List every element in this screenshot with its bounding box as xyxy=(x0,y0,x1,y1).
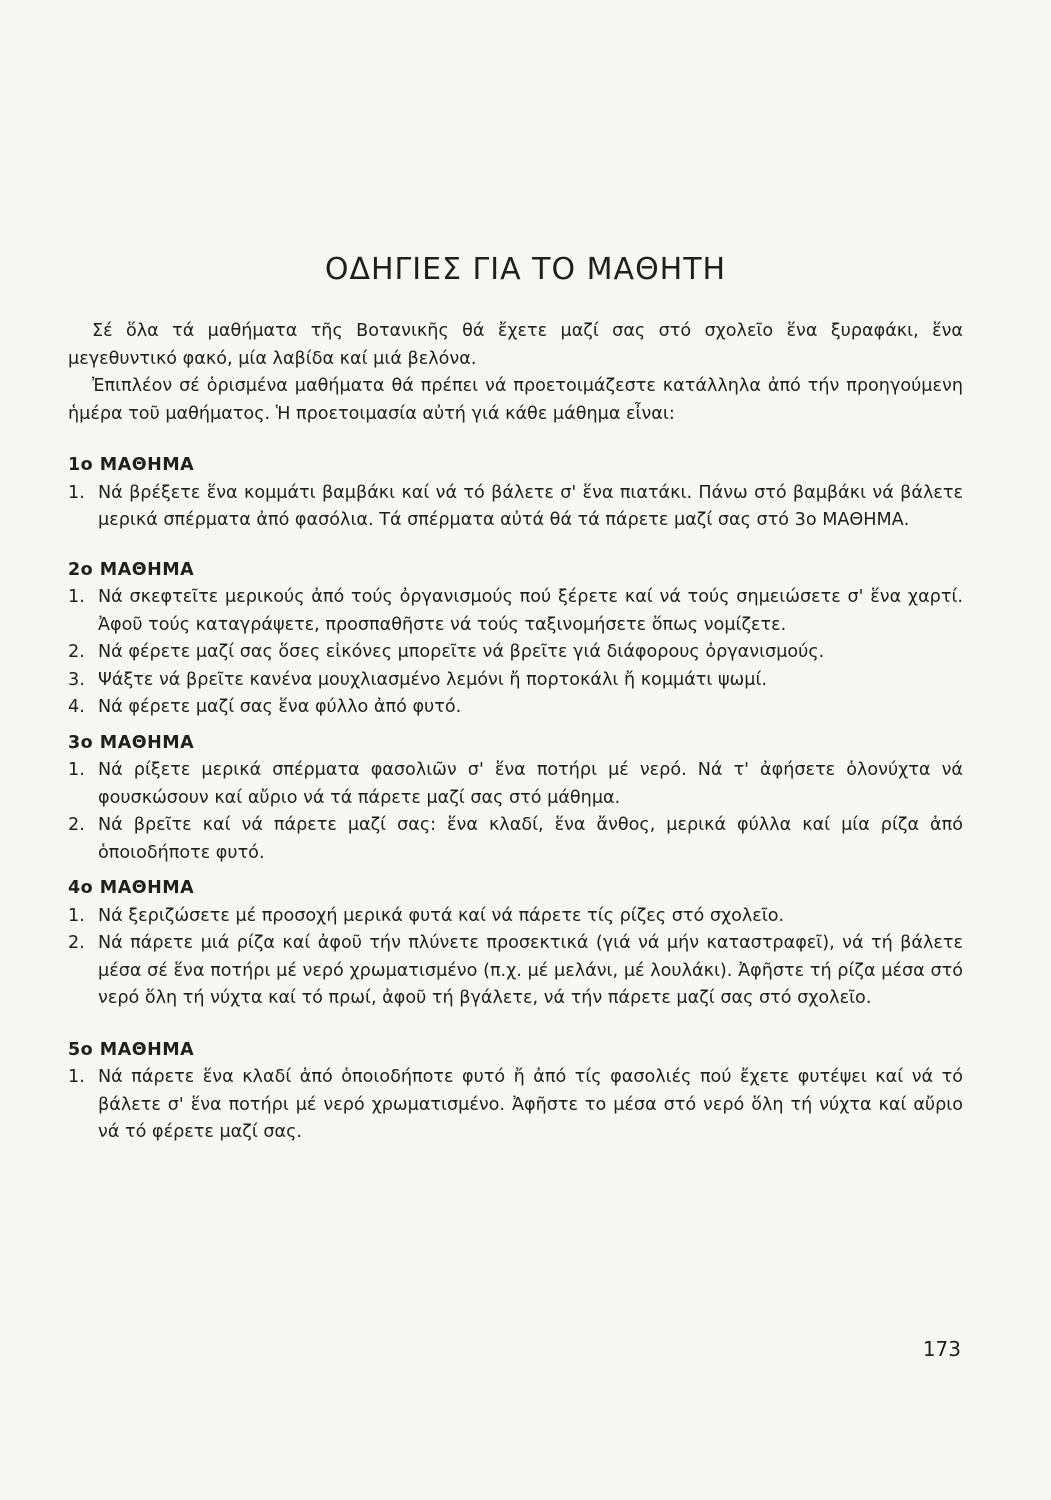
item-number: 1. xyxy=(68,1067,85,1087)
lesson-heading: 2ο ΜΑΘΗΜΑ xyxy=(68,559,195,580)
lesson-2-section xyxy=(68,557,963,722)
item-number: 1. xyxy=(68,760,85,780)
lesson-instructions-list xyxy=(68,903,963,1013)
item-text: Νά φέρετε μαζί σας ὅσες εἰκόνες μπορεῖτε νά βρεῖτε γιά διάφορους ὀργανισμούς. xyxy=(98,642,825,662)
item-number: 2. xyxy=(68,642,85,662)
item-text: Νά πάρετε ἕνα κλαδί ἀπό ὁποιοδήποτε φυτό ἤ ἀπό τίς φασολιές πού ἔχετε φυτέψει καί νά τό βάλετε σ' ἕνα ποτήρι μέ νερό χρωματισμένο. Ἀφῆστε το μέσα στό νερό ὅλη τή νύχτα καί αὔριο νά τό φέρετε μαζί σας. xyxy=(98,1067,963,1142)
lesson-heading: 3ο ΜΑΘΗΜΑ xyxy=(68,732,195,753)
item-number: 1. xyxy=(68,482,85,503)
lesson-instructions-list xyxy=(68,757,963,867)
item-number: 1. xyxy=(68,587,85,607)
item-number: 3. xyxy=(68,669,85,690)
lesson-instructions-list xyxy=(68,1064,963,1147)
item-text: Νά βρέξετε ἕνα κομμάτι βαμβάκι καί νά τό βάλετε σ' ἕνα πιατάκι. Πάνω στό βαμβάκι νά βάλετε μερικά σπέρματα ἀπό φασόλια. Τά σπέρματα αὐτά θά τά πάρετε μαζί σας στό 3ο ΜΑΘΗΜΑ. xyxy=(98,482,963,530)
item-number: 2. xyxy=(68,933,85,953)
lesson-heading: 5ο ΜΑΘΗΜΑ xyxy=(68,1039,195,1060)
list-item xyxy=(68,1064,963,1147)
list-item xyxy=(68,812,963,867)
page-number: 173 xyxy=(922,1337,961,1361)
list-item xyxy=(68,480,963,535)
intro-paragraph: Ἐπιπλέον σέ ὁρισμένα μαθήματα θά πρέπει νά προετοιμάζεστε κατάλληλα ἀπό τήν προηγούμενη ἡμέρα τοῦ μαθήματος. Ἡ προετοιμασία αὐτή γιά κάθε μάθημα εἶναι: xyxy=(68,376,963,424)
lesson-1-section xyxy=(68,452,963,535)
list-item xyxy=(68,757,963,812)
list-item xyxy=(68,584,963,639)
lesson-instructions-list xyxy=(68,480,963,535)
item-text: Νά πάρετε μιά ρίζα καί ἀφοῦ τήν πλύνετε προσεκτικά (γιά νά μήν καταστραφεῖ), νά τή βάλετε μέσα σέ ἕνα ποτήρι μέ νερό χρωματισμένο (π.χ. μέ μελάνι, μέ λουλάκι). Ἀφῆστε τή ρίζα μέσα στό νερό ὅλη τή νύχτα καί τό πρωί, ἀφοῦ τή βγάλετε, νά τήν πάρετε μαζί σας στό σχολεῖο. xyxy=(98,933,963,1008)
lesson-heading: 1ο ΜΑΘΗΜΑ xyxy=(68,455,195,475)
item-number: 1. xyxy=(68,905,85,926)
intro-paragraph: Σέ ὅλα τά μαθήματα τῆς Βοτανικῆς θά ἔχετε μαζί σας στό σχολεῖο ἕνα ξυραφάκι, ἕνα μεγεθυντικό φακό, μία λαβίδα καί μιά βελόνα. xyxy=(68,321,963,369)
page-title: ΟΔΗΓΙΕΣ ΓΙΑ ΤΟ ΜΑΘΗΤΗ xyxy=(324,252,727,287)
list-item xyxy=(68,694,963,722)
list-item xyxy=(68,903,963,931)
item-number: 4. xyxy=(68,697,85,717)
intro-section xyxy=(68,318,963,428)
list-item xyxy=(68,639,963,667)
lesson-4-section xyxy=(68,875,963,1013)
item-text: Νά ξεριζώσετε μέ προσοχή μερικά φυτά καί νά πάρετε τίς ρίζες στό σχολεῖο. xyxy=(98,905,785,926)
item-text: Νά βρεῖτε καί νά πάρετε μαζί σας: ἕνα κλαδί, ἕνα ἄνθος, μερικά φύλλα καί μία ρίζα ἀπό ὁποιοδήποτε φυτό. xyxy=(98,815,963,863)
item-text: Νά σκεφτεῖτε μερικούς ἀπό τούς ὀργανισμούς πού ξέρετε καί νά τούς σημειώσετε σ' ἕνα χαρτί. Ἀφοῦ τούς καταγράψετε, προσπαθῆστε νά τούς ταξινομήσετε ὅπως νομίζετε. xyxy=(98,587,963,635)
item-text: Νά φέρετε μαζί σας ἕνα φύλλο ἀπό φυτό. xyxy=(98,697,462,717)
list-item xyxy=(68,930,963,1013)
lesson-5-section xyxy=(68,1037,963,1147)
lesson-3-section xyxy=(68,730,963,868)
lesson-instructions-list xyxy=(68,584,963,722)
item-text: Νά ρίξετε μερικά σπέρματα φασολιῶν σ' ἕνα ποτήρι μέ νερό. Νά τ' ἀφήσετε ὁλονύχτα νά φουσκώσουν καί αὔριο νά τά πάρετε μαζί σας στό μάθημα. xyxy=(98,760,963,808)
lesson-heading: 4ο ΜΑΘΗΜΑ xyxy=(68,878,195,898)
item-text: Ψάξτε νά βρεῖτε κανένα μουχλιασμένο λεμόνι ἤ πορτοκάλι ἤ κομμάτι ψωμί. xyxy=(98,669,768,690)
item-number: 2. xyxy=(68,815,85,835)
list-item xyxy=(68,667,963,695)
page-content xyxy=(68,318,963,1147)
